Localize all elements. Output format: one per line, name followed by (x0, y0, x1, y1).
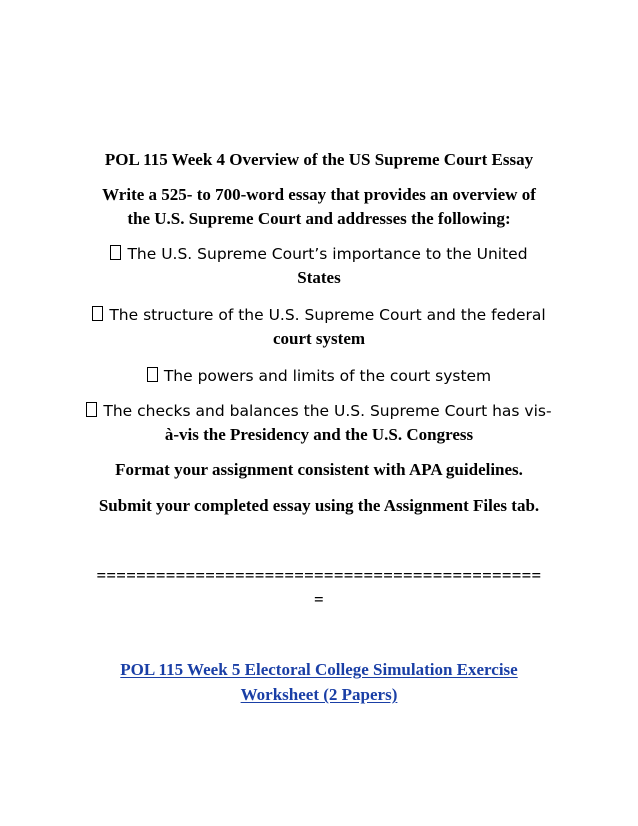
next-assignment-link[interactable] (60, 658, 578, 681)
bullet-3-text: The powers and limits of the court system (163, 367, 492, 385)
page-title: POL 115 Week 4 Overview of the US Supreme Court Essay (104, 150, 534, 169)
next-assignment-link-continuation[interactable] (60, 683, 578, 706)
bullet-4 (60, 399, 578, 423)
bullet-4-text: The checks and balances the U.S. Supreme Court has vis- (103, 402, 552, 420)
next-assignment-link-line-2[interactable]: Worksheet (2 Papers) (240, 685, 398, 704)
next-assignment-link-line-1[interactable]: POL 115 Week 5 Electoral College Simulation Exercise (120, 660, 518, 679)
bullet-1-continuation: States (297, 268, 341, 287)
bullet-2-continuation: court system (272, 329, 366, 348)
bullet-4-continuation: à-vis the Presidency and the U.S. Congress (164, 425, 474, 444)
bullet-1 (60, 242, 578, 266)
separator-line-2: = (314, 590, 324, 609)
bullet-box-icon (86, 402, 97, 417)
bullet-3 (60, 364, 578, 388)
bullet-1-text: The U.S. Supreme Court’s importance to the United (127, 245, 528, 263)
separator-line-1: ============================================= (96, 566, 542, 585)
bullet-box-icon (110, 245, 121, 260)
bullet-2-text: The structure of the U.S. Supreme Court and the federal (109, 306, 546, 324)
format-note: Format your assignment consistent with APA guidelines. (115, 460, 523, 479)
bullet-box-icon (92, 306, 103, 321)
bullet-box-icon (147, 367, 158, 382)
intro-line-1: Write a 525- to 700-word essay that provides an overview of (102, 185, 536, 204)
intro-line-2: the U.S. Supreme Court and addresses the following: (127, 209, 511, 228)
submit-note: Submit your completed essay using the Assignment Files tab. (98, 496, 540, 515)
bullet-2 (60, 303, 578, 327)
